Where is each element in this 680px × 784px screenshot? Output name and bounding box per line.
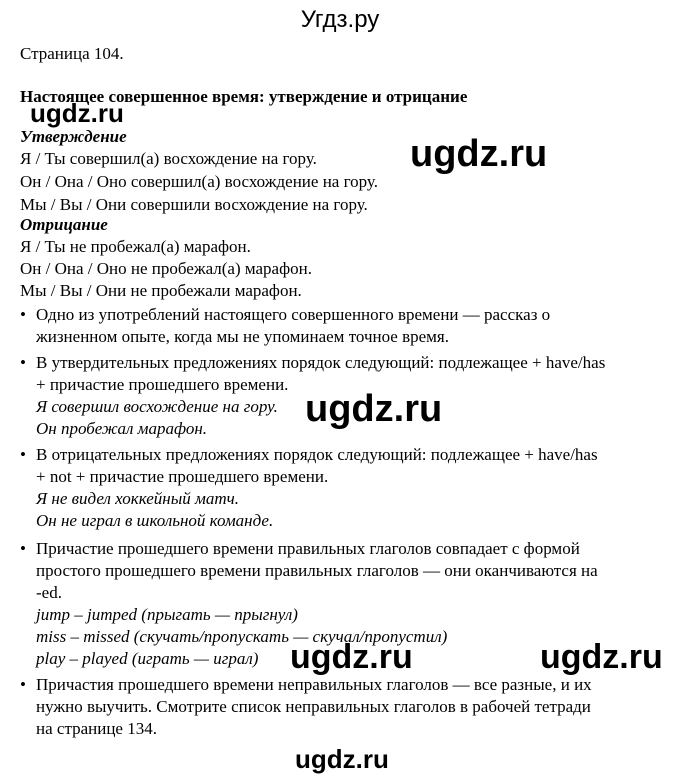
bullet-text: простого прошедшего времени правильных глаголов — они оканчиваются на <box>36 561 598 580</box>
example-line: Он пробежал марафон. <box>36 419 208 438</box>
watermark: ugdz.ru <box>410 133 548 175</box>
bullet-text: В утвердительных предложениях порядок следующий: подлежащее + have/has <box>36 353 606 372</box>
negative-line: Мы / Вы / Они не пробежали марафон. <box>20 281 302 300</box>
bullet-text: -ed. <box>36 583 62 602</box>
example-line: miss – missed (скучать/пропускать — скучал/пропустил) <box>36 627 448 646</box>
negative-line: Он / Она / Оно не пробежал(а) марафон. <box>20 259 312 278</box>
bullet-marker: • <box>20 539 26 558</box>
bullet-marker: • <box>20 305 26 324</box>
watermark: ugdz.ru <box>305 388 443 430</box>
watermark: ugdz.ru <box>290 638 413 676</box>
negative-line: Я / Ты не пробежал(а) марафон. <box>20 237 251 256</box>
site-title: Угдз.ру <box>300 6 380 33</box>
example-line: play – played (играть — играл) <box>36 649 259 668</box>
bullet-text: Одно из употреблений настоящего совершенного времени — рассказ о <box>36 305 551 324</box>
bullet-text: на странице 134. <box>36 719 157 738</box>
bullet-marker: • <box>20 445 26 464</box>
affirmative-line: Я / Ты совершил(а) восхождение на гору. <box>20 149 317 168</box>
bullet-marker: • <box>20 675 26 694</box>
example-line: Я совершил восхождение на гору. <box>36 397 278 416</box>
example-line: Я не видел хоккейный матч. <box>36 489 239 508</box>
bullet-text: В отрицательных предложениях порядок следующий: подлежащее + have/has <box>36 445 598 464</box>
watermark: ugdz.ru <box>295 744 389 774</box>
negative-title: Отрицание <box>20 215 108 234</box>
example-line: Он не играл в школьной команде. <box>36 511 274 530</box>
bullet-text: + причастие прошедшего времени. <box>36 375 289 394</box>
bullet-marker: • <box>20 353 26 372</box>
watermark: ugdz.ru <box>30 98 124 128</box>
bullet-text: + not + причастие прошедшего времени. <box>36 467 329 486</box>
bullet-text: жизненном опыте, когда мы не упоминаем точное время. <box>36 327 450 346</box>
affirmative-line: Мы / Вы / Они совершили восхождение на гору. <box>20 195 368 214</box>
example-line: jump – jumped (прыгать — прыгнул) <box>36 605 298 624</box>
bullet-text: Причастие прошедшего времени правильных глаголов совпадает с формой <box>36 539 580 558</box>
bullet-text: Причастия прошедшего времени неправильных глаголов — все разные, и их <box>36 675 592 694</box>
bullet-text: нужно выучить. Смотрите список неправильных глаголов в рабочей тетради <box>36 697 591 716</box>
watermark: ugdz.ru <box>540 638 663 676</box>
affirmative-line: Он / Она / Оно совершил(а) восхождение на гору. <box>20 172 378 191</box>
section-heading: Настоящее совершенное время: утверждение и отрицание <box>20 87 468 106</box>
affirmative-title: Утверждение <box>20 127 127 146</box>
page-label: Страница 104. <box>20 44 124 63</box>
